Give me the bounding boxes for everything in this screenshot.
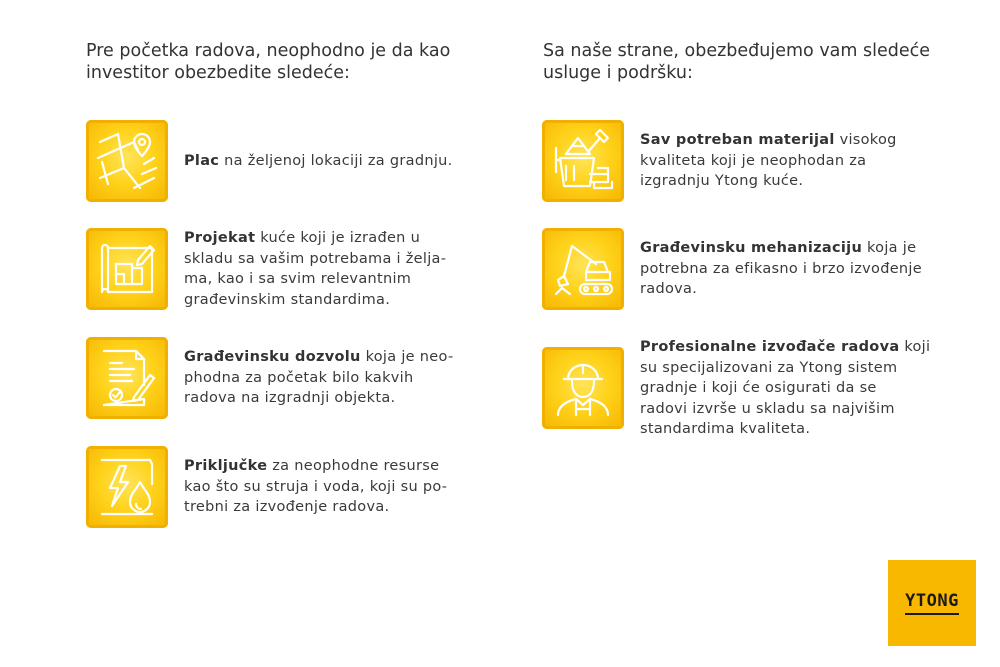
item-line: koji <box>904 339 931 355</box>
list-item-projekat <box>86 228 446 310</box>
right-heading-line-1: Sa naše strane, obezbeđujemo vam sledeće <box>543 41 931 61</box>
left-heading <box>86 40 450 84</box>
item-line: potrebna za efikasno i brzo izvođenje <box>640 260 922 277</box>
excavator-icon <box>542 228 624 310</box>
list-item-prikljucke <box>86 446 447 528</box>
right-heading <box>543 40 930 84</box>
item-line: phodna za početak bilo kakvih <box>184 369 414 386</box>
item-text <box>640 238 922 300</box>
item-line: koja je neo- <box>365 349 454 366</box>
logo-text: YTONG <box>905 591 959 615</box>
permit-document-icon <box>86 337 168 419</box>
item-bold: Sav potreban materijal <box>640 132 835 149</box>
construction-worker-icon <box>542 347 624 429</box>
item-line: visokog <box>839 132 897 149</box>
item-line: radovi izvrše u skladu sa najvišim <box>640 400 895 417</box>
item-line: skladu sa vašim potrebama i želja- <box>184 250 447 267</box>
item-text <box>640 130 897 192</box>
electricity-water-icon <box>86 446 168 528</box>
left-heading-line-1: Pre početka radova, neophodno je da kao <box>86 41 451 61</box>
item-text <box>184 228 446 310</box>
item-bold: Građevinsku mehanizaciju <box>640 240 863 257</box>
item-line: izgradnju Ytong kuće. <box>640 173 804 190</box>
item-bold: Plac <box>184 152 220 169</box>
item-line: trebni za izvođenje radova. <box>184 499 390 516</box>
list-item-gradjevinska-dozvola <box>86 337 453 419</box>
map-pin-icon <box>86 120 168 202</box>
item-line: kao što su struja i voda, koji su po- <box>184 478 448 495</box>
item-text <box>184 456 447 518</box>
list-item-materijal <box>542 120 897 202</box>
item-bold: Profesionalne izvođače radova <box>640 339 900 355</box>
item-line: za neophodne resurse <box>272 458 440 475</box>
item-line: koja je <box>867 240 917 257</box>
item-line: radova. <box>640 281 698 298</box>
item-line: su specijalizovani za Ytong sistem <box>640 359 898 376</box>
item-text <box>184 347 453 409</box>
list-item-izvodjaci <box>542 337 930 440</box>
item-line: gradnje i koji će osigurati da se <box>640 380 877 396</box>
item-text <box>640 337 930 440</box>
item-bold: Građevinsku dozvolu <box>184 349 361 366</box>
list-item-plac <box>86 120 453 202</box>
ytong-logo <box>888 560 976 646</box>
right-heading-line-2: usluge i podršku: <box>543 63 693 83</box>
item-line: standardima kvaliteta. <box>640 421 811 437</box>
item-line: ma, kao i sa svim relevantnim <box>184 271 412 287</box>
item-line: kvaliteta koji je neophodan za <box>640 152 867 169</box>
left-heading-line-2: investitor obezbedite sledeće: <box>86 63 350 83</box>
item-line: na željenoj lokaciji za gradnju. <box>224 152 453 169</box>
item-bold: Projekat <box>184 230 256 246</box>
list-item-mehanizacija <box>542 228 922 310</box>
blueprint-pencil-icon <box>86 228 168 310</box>
item-text <box>184 151 453 172</box>
building-materials-icon <box>542 120 624 202</box>
item-line: kuće koji je izrađen u <box>260 230 421 246</box>
item-line: radova na izgradnji objekta. <box>184 390 396 407</box>
item-bold: Priključke <box>184 458 268 475</box>
item-line: građevinskim standardima. <box>184 291 391 308</box>
